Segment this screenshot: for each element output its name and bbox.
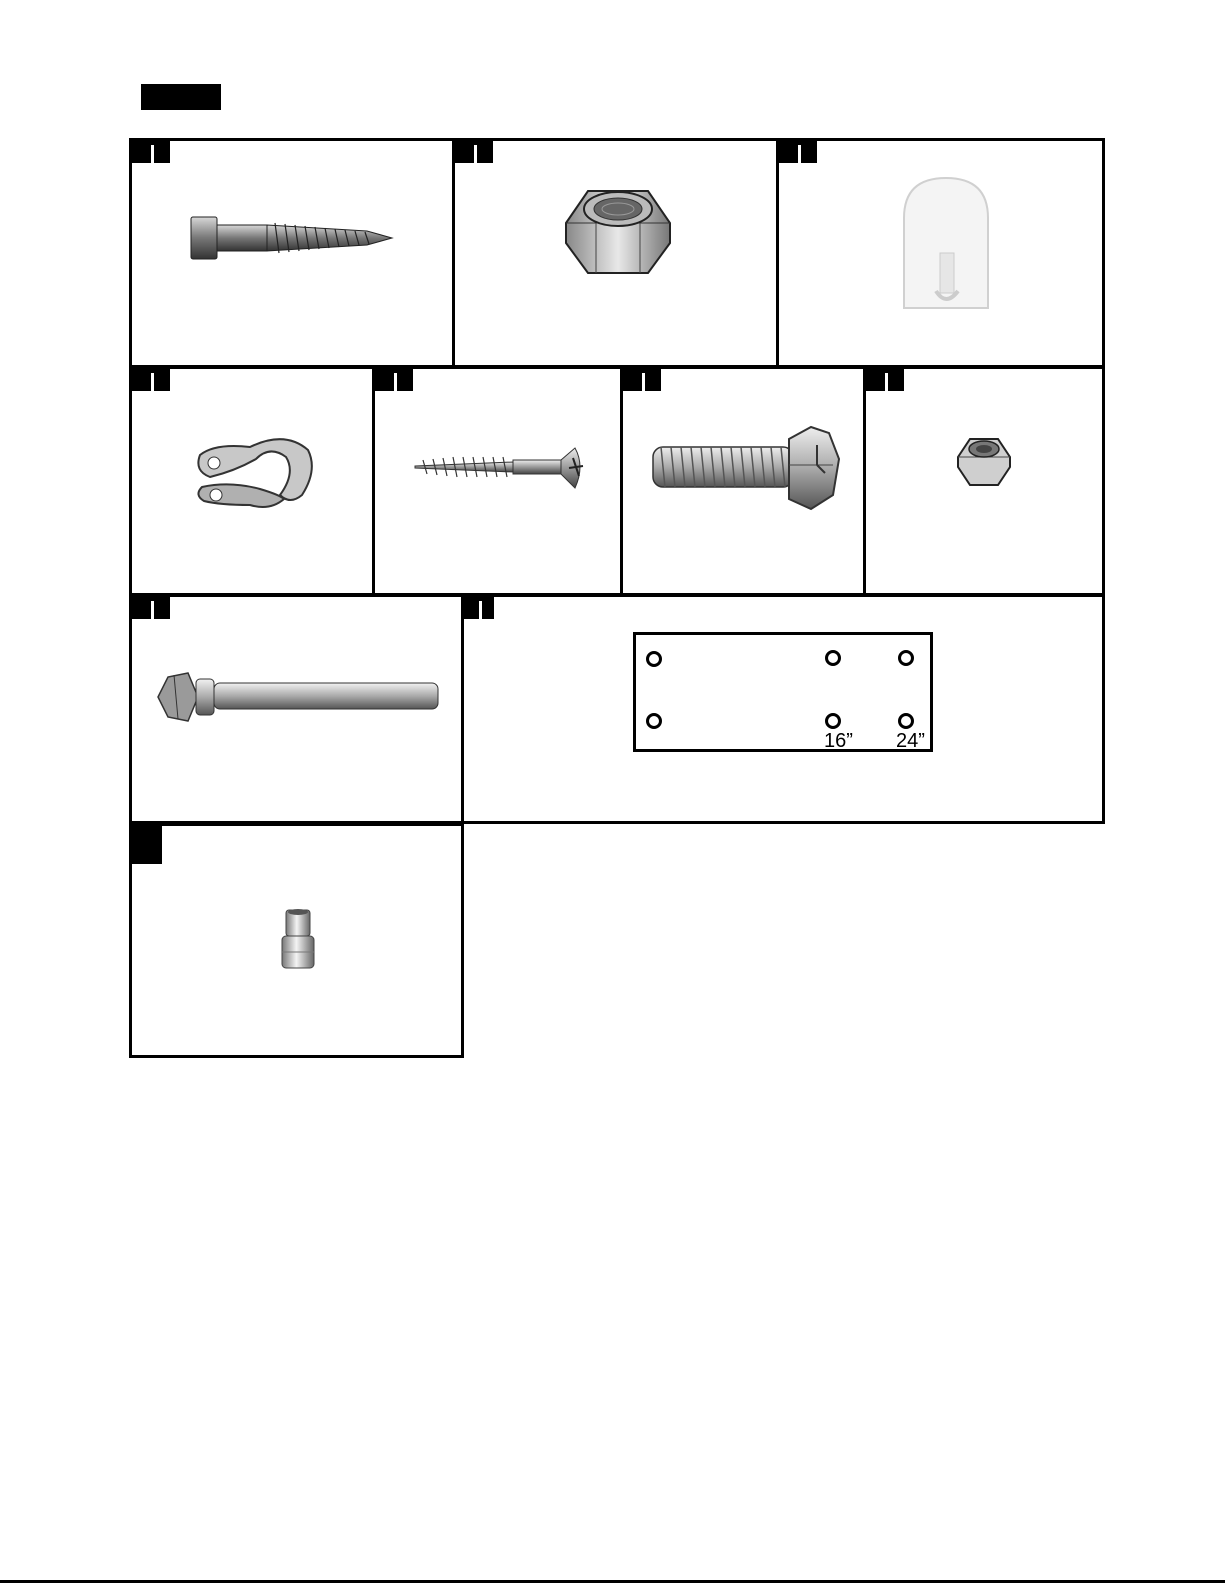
template-label-24: 24”	[896, 730, 925, 752]
forstner-drill-bit-icon	[154, 667, 444, 727]
part-cell-wood-screw	[372, 366, 623, 596]
part-label-tag	[132, 597, 170, 619]
part-label-tag	[866, 369, 904, 391]
part-label-tag	[132, 141, 170, 163]
socket-adapter-icon	[278, 908, 318, 972]
part-label-tag	[132, 826, 162, 864]
template-hole	[646, 651, 662, 667]
part-label-tag	[455, 141, 493, 163]
part-cell-adhesive-hook	[776, 138, 1105, 368]
part-cell-hex-bolt	[620, 366, 866, 596]
part-label-tag	[132, 369, 170, 391]
part-label-tag	[464, 597, 494, 619]
mounting-template-icon	[633, 632, 933, 752]
adhesive-hook-icon	[896, 173, 996, 313]
lag-bolt-icon	[187, 211, 397, 271]
part-cell-forstner-drill-bit	[129, 594, 464, 824]
hex-nut-small-icon	[954, 435, 1014, 489]
part-cell-lag-bolt	[129, 138, 455, 368]
part-cell-socket-adapter	[129, 823, 464, 1058]
section-header-tab	[141, 84, 221, 110]
template-hole-24	[898, 650, 914, 666]
hex-nut-large-icon	[558, 183, 678, 283]
hex-bolt-icon	[649, 425, 849, 515]
part-cell-cable-clamp	[129, 366, 375, 596]
template-hole-24	[898, 713, 914, 729]
template-hole-16	[825, 713, 841, 729]
part-label-tag	[375, 369, 413, 391]
template-hole	[646, 713, 662, 729]
template-hole-16	[825, 650, 841, 666]
part-label-tag	[779, 141, 817, 163]
template-label-16: 16”	[824, 730, 853, 752]
part-label-tag	[623, 369, 661, 391]
wood-screw-icon	[413, 444, 593, 494]
cable-clamp-icon	[190, 425, 320, 515]
part-cell-hex-nut-large	[452, 138, 779, 368]
page-bottom-rule	[0, 1580, 1225, 1583]
part-cell-hex-nut-small	[863, 366, 1105, 596]
